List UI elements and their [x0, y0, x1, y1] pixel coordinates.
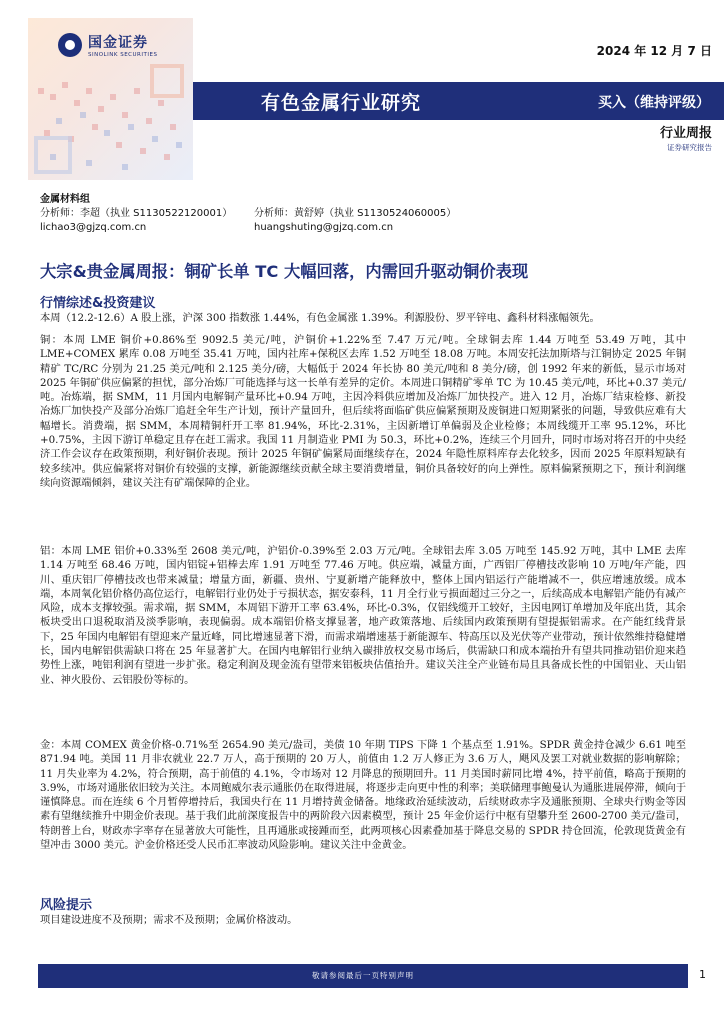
section-title-market: 行情综述&投资建议	[40, 296, 156, 311]
footer-band	[38, 964, 688, 988]
risk-paragraph: 项目建设进度不及预期；需求不及预期；金属价格波动。	[40, 914, 298, 926]
gold-paragraph: 金：本周 COMEX 黄金价格-0.71%至 2654.90 美元/盎司，美债 10 年期 TIPS 下降 1 个基点至 1.91%。SPDR 黄金持仓减少 6.61 吨至 871.94 吨。美国 11 月非农就业 22.7 万人，高于预期的 20 万人，前值由 1.2 万人修正为 3.6 万人，飓风及罢工对就业数据的影响解除；11 月失业率为 4.2%，符合预期，高于前值的 4.1%，令市场对 12 月降息的预期回升。11 月美国时薪同比增 4%，持平前值，略高于预期的 3.9%，市场对通胀依旧较为关注。本周鲍威尔表示通胀仍在取得进展，将逐步走向更中性的利率；美联储理事鲍曼认为通胀进展停滞，倾向于谨慎降息。而在连续 6 个月暂停增持后，我国央行在 11 月增持黄金储备。地缘政治延续波动，后续财政赤字及通胀预期、全球央行购金等因素有望继续推升中期金价表现。基于我们此前深度报告中的两阶段六因素模型，预计 25 年金价运行中枢有望攀升至 2600-2700 美元/盎司，特朗普上台，财政赤字率存在显著放大可能性，且再通胀或接踵而至，此两项核心因素叠加基于降息交易的 SPDR 持仓回流，伦敦现货黄金有望冲击 3000 美元。沪金价格还受人民币汇率波动风险影响。建议关注中金黄金。	[40, 739, 686, 852]
title-band	[193, 82, 724, 120]
research-team: 金属材料组	[40, 194, 90, 205]
page-number: 1	[699, 968, 706, 981]
analyst-2-email[interactable]: huangshuting@gjzq.com.cn	[254, 222, 394, 233]
analyst-1	[40, 207, 280, 235]
market-summary-paragraph: 本周（12.2-12.6）A 股上涨，沪深 300 指数涨 1.44%，有色金属涨 1.39%。利源股份、罗平锌电、鑫科材料涨幅领先。	[40, 312, 600, 324]
analyst-1-name: 分析师：李超（执业 S1130522120001）	[40, 208, 233, 219]
logo-chinese-name: 国金证券	[88, 35, 148, 51]
analyst-2-name: 分析师：黄舒婷（执业 S1130524060005）	[254, 208, 457, 219]
report-headline: 大宗&贵金属周报：铜矿长单 TC 大幅回落，内需回升驱动铜价表现	[40, 262, 529, 281]
report-header	[0, 0, 724, 180]
report-type: 行业周报	[659, 126, 712, 141]
logo-icon	[58, 33, 82, 57]
logo-english-name: SINOLINK SECURITIES	[88, 52, 158, 58]
section-title-risk: 风险提示	[40, 898, 93, 913]
industry-title: 有色金属行业研究	[261, 92, 422, 114]
analyst-1-email[interactable]: lichao3@gjzq.com.cn	[40, 222, 147, 233]
aluminum-paragraph: 铝：本周 LME 铝价+0.33%至 2608 美元/吨，沪铝价-0.39%至 2.03 万元/吨。全球铝去库 3.05 万吨至 145.92 万吨，其中 LME 去库 1.14 万吨至 68.46 万吨，国内铝锭+铝棒去库 1.91 万吨至 77.46 万吨。供应端，减量方面，广西铝厂停槽技改影响 10 万吨/年产能，四川、重庆铝厂停槽技改也带来减量；增量方面，新疆、贵州、宁夏新增产能释放中，整体上国内铝运行产能增减不一，供应增速放缓。成本端，本周氧化铝价格仍高位运行，电解铝行业仍处于亏损状态，据安泰科，11 月全行业亏损面超过三分之一，后续高成本电解铝产能仍有减产风险，成本支撑较强。需求端，据 SMM，本周铝下游开工率 63.4%，环比-0.3%，仅铝线缆开工较好，主因电网订单增加及年底出货，其余板块受出口退税取消及淡季影响，表现偏弱。成本端铝价格支撑显著，地产政策落地、后续国内政策预期有望提振铝需求。在产能红线背景下，25 年国内电解铝有望迎来产量近峰，同比增速显著下滑，而需求端增速基于新能源车、特高压以及光伏等产业带动，预计依然维持稳健增长，国内电解铝供需缺口将在 25 年显著扩大。在国内电解铝行业纳入碳排放权交易市场后，供需缺口和成本端抬升有望共同推动铝价迎来趋势性上涨，吨铝利润有望进一步扩张。稳定利润及现金流有望带来铝板块估值抬升。建议关注全产业链布局且具备成长性的中国铝业、天山铝业、神火股份、云铝股份等标的。	[40, 545, 686, 686]
report-category-label: 证券研究报告	[667, 143, 712, 152]
company-logo	[58, 32, 157, 58]
analyst-2	[254, 207, 514, 235]
copper-paragraph: 铜：本周 LME 铜价+0.86%至 9092.5 美元/吨，沪铜价+1.22%至 7.47 万元/吨。全球铜去库 1.44 万吨至 53.49 万吨，其中 LME+COMEX 累库 0.08 万吨至 35.41 万吨，国内社库+保税区去库 1.52 万吨至 18.08 万吨。本周安托法加斯塔与江铜协定 2025 年铜精矿 TC/RC 分别为 21.25 美元/吨和 2.125 美分/磅，大幅低于 2024 年长协 80 美元/吨和 8 美分/磅，创 1992 年来的新低，显示市场对 2025 年铜矿供应偏紧的担忧，部分冶炼厂可能选择与这一长单有差异的定价。本周进口铜精矿零单 TC 为 10.45 美元/吨，环比+0.37 美元/吨。冶炼端，据 SMM，11 月国内电解铜产量环比+0.94 万吨，主因冷料供应增加及冶炼厂加快投产。进入 12 月，冶炼厂结束检修、新投冶炼厂加快投产及部分冶炼厂追赶全年生产计划，预计产量回升，但后续将面临矿供应偏紧预期及废铜进口短期紧张的问题，导致供应难有大幅增长。消费端，据 SMM，本周精铜杆开工率 81.94%，环比-2.31%，主因新增订单偏弱及企业检修；本周线缆开工率 95.12%，环比+0.75%，主因下游订单稳定且存在赶工需求。我国 11 月制造业 PMI 为 50.3，环比+0.2%，连续三个月回升，同时市场对将召开的中央经济工作会议存在政策预期，利好铜价表现。预计 2025 年铜矿偏紧局面继续存在，2024 年隐性原料库存去化较多，因而 2025 年原料短缺有较多续冲。供应偏紧将对铜价有较强的支撑，新能源继续贡献全球主要消费增量，铜价具备较好的向上弹性。原料偏紧预期之下，预计利润继续向资源端倾斜，建议关注有矿端保障的企业。	[40, 334, 686, 489]
report-date: 2024 年 12 月 7 日	[596, 44, 712, 58]
analyst-block	[40, 192, 457, 233]
rating-label: 买入（维持评级）	[598, 95, 710, 111]
footer-disclaimer[interactable]: 敬请参阅最后一页特别声明	[312, 971, 414, 980]
